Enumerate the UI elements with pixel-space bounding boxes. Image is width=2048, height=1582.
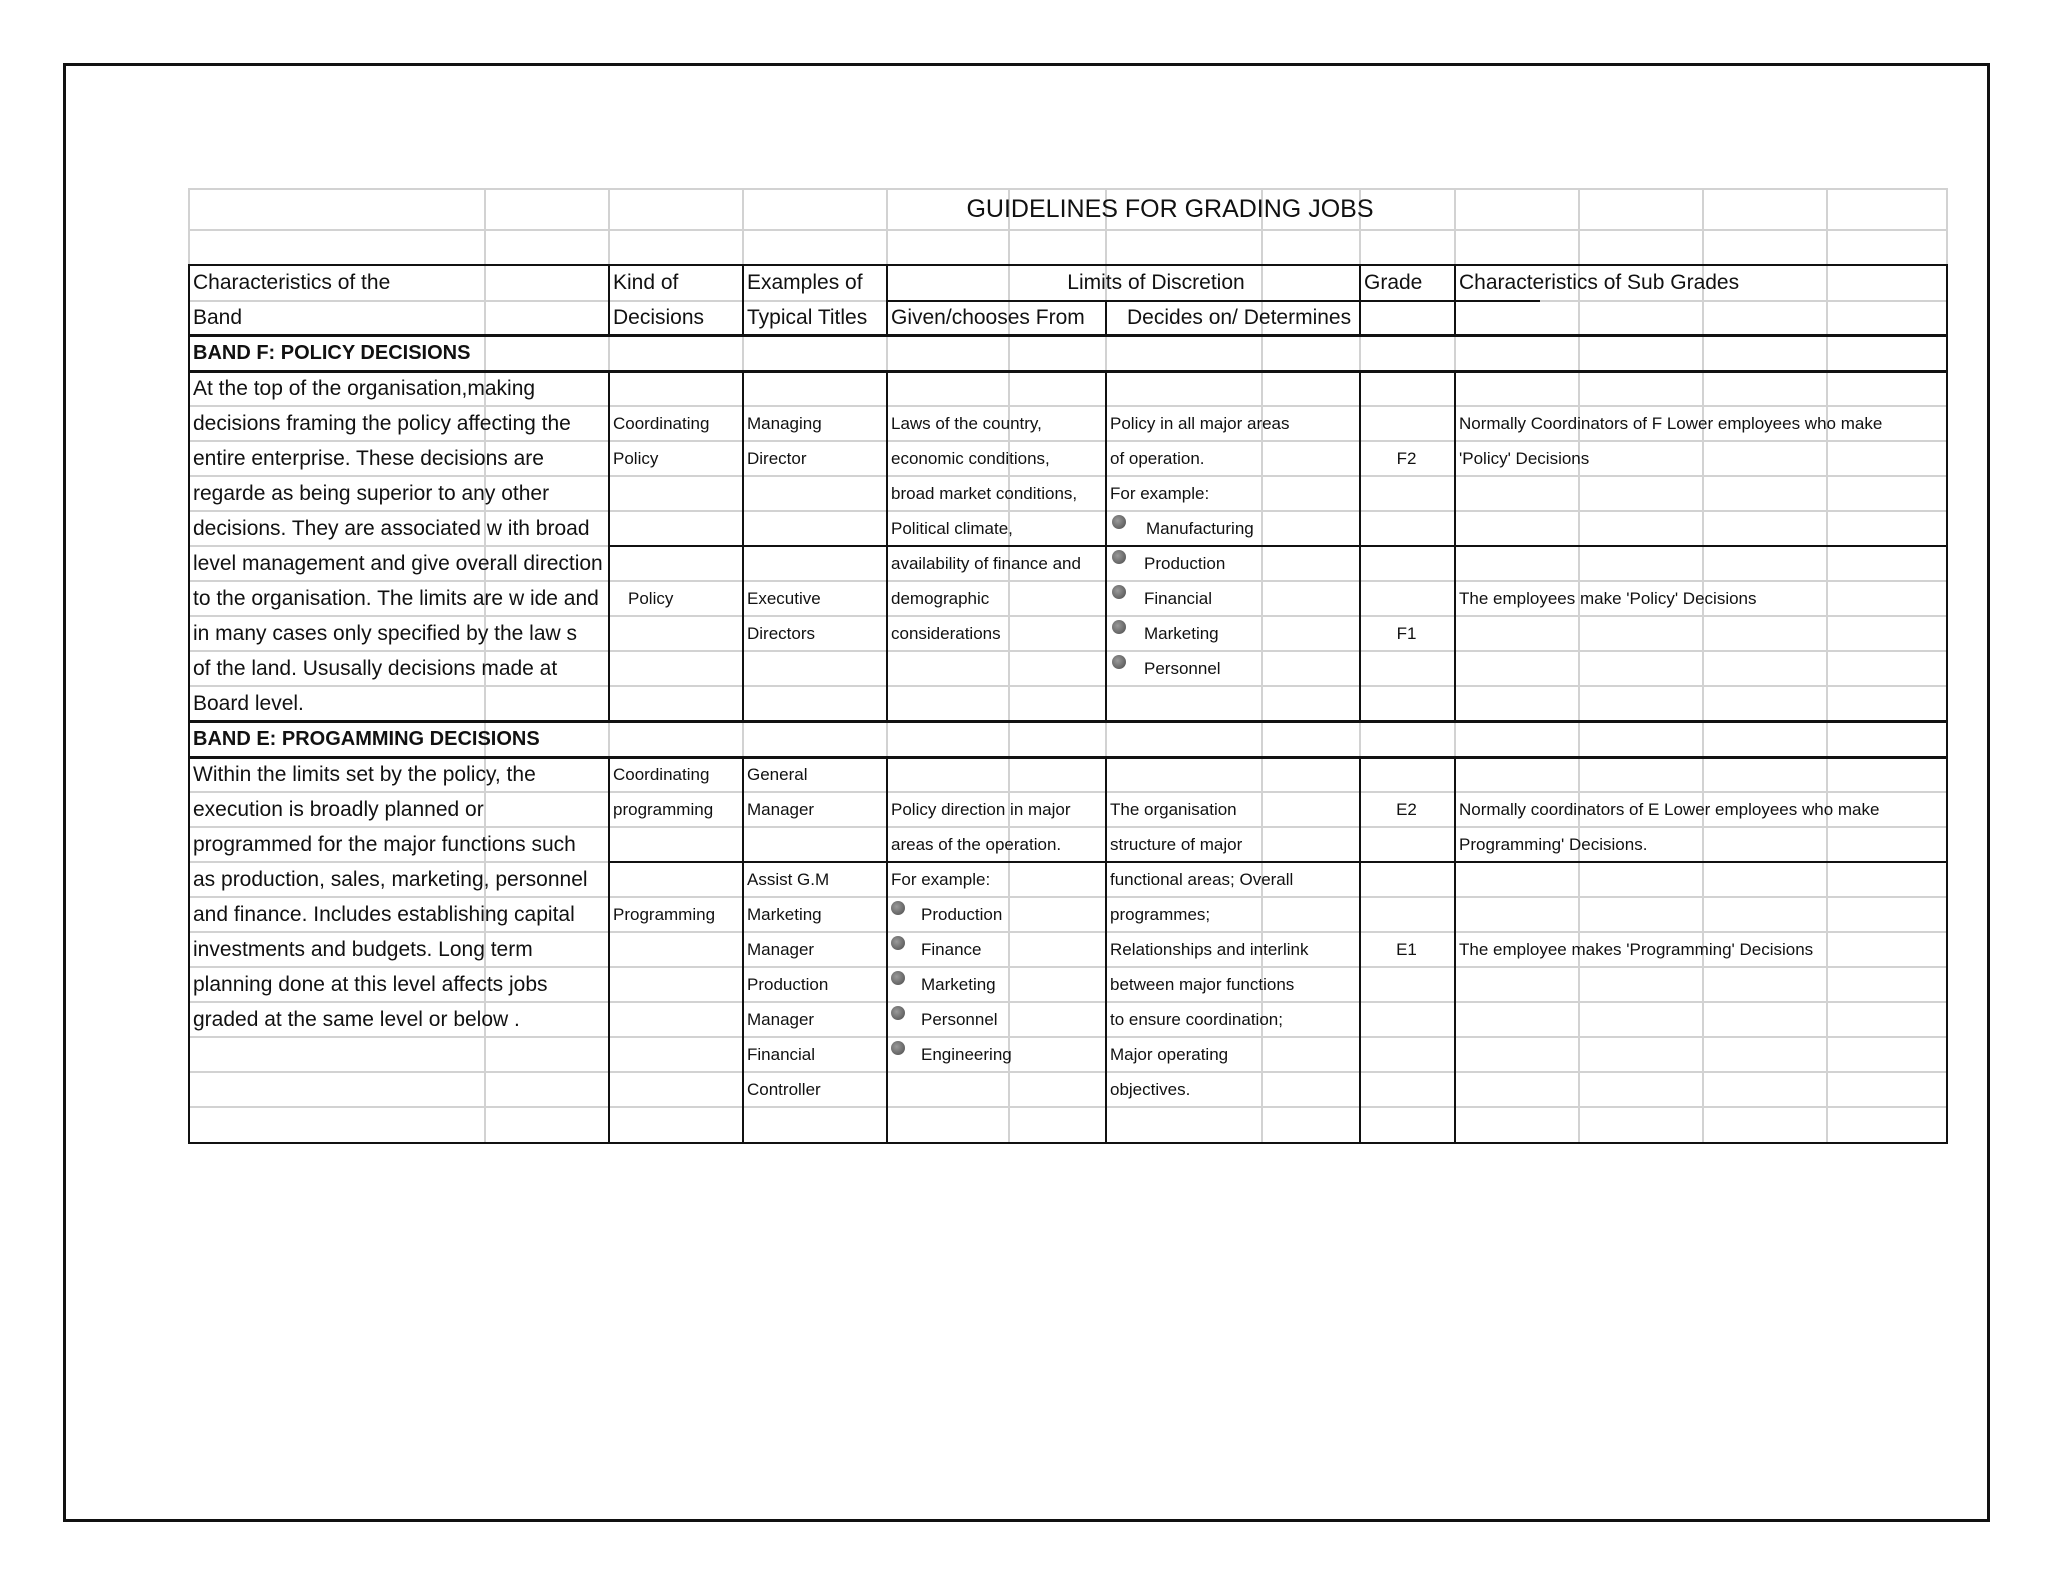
band-description-line: to the organisation. The limits are w ide and — [193, 587, 599, 610]
decides-line: between major functions — [1110, 975, 1295, 994]
header-limits: Limits of Discretion — [1067, 271, 1245, 294]
given-bullet-item: Production — [921, 905, 1003, 924]
typical-title: Financial — [747, 1045, 816, 1064]
header-kind: Decisions — [613, 306, 705, 329]
table-border — [886, 370, 888, 720]
band-description-line: Within the limits set by the policy, the — [193, 763, 536, 786]
bullet-icon — [1112, 655, 1126, 669]
typical-title: Directors — [747, 624, 816, 643]
header-examples: Typical Titles — [747, 306, 868, 329]
gridline — [188, 229, 1948, 231]
header-characteristics: Band — [193, 306, 243, 329]
given-from-line: broad market conditions, — [891, 484, 1078, 503]
grade-value: E2 — [1396, 800, 1417, 819]
decides-line: of operation. — [1110, 449, 1205, 468]
given-from-line: economic conditions, — [891, 449, 1050, 468]
decides-bullet-item: Personnel — [1144, 659, 1221, 678]
table-border — [1359, 370, 1361, 720]
subgrade-line: The employees make 'Policy' Decisions — [1459, 589, 1757, 608]
decides-line: functional areas; Overall — [1110, 870, 1294, 889]
bullet-icon — [891, 971, 905, 985]
decides-line: For example: — [1110, 484, 1210, 503]
decides-line: Relationships and interlink — [1110, 940, 1309, 959]
given-bullet-item: Finance — [921, 940, 982, 959]
given-from-line: Political climate, — [891, 519, 1013, 538]
band-description-line: At the top of the organisation,making — [193, 377, 536, 400]
band-description-line: of the land. Ususally decisions made at — [193, 657, 558, 680]
bullet-icon — [891, 936, 905, 950]
typical-title: Director — [747, 449, 807, 468]
table-border — [1454, 756, 1456, 1144]
grading-guidelines-sheet — [188, 188, 1948, 1144]
decides-line: programmes; — [1110, 905, 1211, 924]
decides-bullet-item: Marketing — [1144, 624, 1219, 643]
bullet-icon — [891, 901, 905, 915]
decides-line: Policy in all major areas — [1110, 414, 1290, 433]
decides-line: Major operating — [1110, 1045, 1229, 1064]
decides-line: objectives. — [1110, 1080, 1191, 1099]
given-from-line: areas of the operation. — [891, 835, 1062, 854]
header-kind: Kind of — [613, 271, 679, 294]
decides-bullet-item: Production — [1144, 554, 1226, 573]
given-from-line: availability of finance and — [891, 554, 1081, 573]
bullet-icon — [1112, 550, 1126, 564]
bullet-icon — [1112, 515, 1126, 529]
gridline — [188, 1071, 1948, 1073]
page-title: GUIDELINES FOR GRADING JOBS — [966, 195, 1374, 223]
band-description-line: level management and give overall direction — [193, 552, 603, 575]
grade-value: F2 — [1396, 449, 1417, 468]
decides-line: to ensure coordination; — [1110, 1010, 1283, 1029]
typical-title: Marketing — [747, 905, 822, 924]
given-from-line: For example: — [891, 870, 991, 889]
table-border — [608, 370, 610, 720]
typical-title: Production — [747, 975, 829, 994]
header-decides: Decides on/ Determines — [1127, 306, 1352, 329]
gridline — [188, 188, 1948, 190]
band-description-line: investments and budgets. Long term — [193, 938, 533, 961]
subgrade-line: The employee makes 'Programming' Decisions — [1459, 940, 1814, 959]
bullet-icon — [1112, 620, 1126, 634]
header-subgrades: Characteristics of Sub Grades — [1459, 271, 1740, 294]
header-examples: Examples of — [747, 271, 863, 294]
typical-title: Manager — [747, 1010, 815, 1029]
given-bullet-item: Marketing — [921, 975, 996, 994]
subgrade-line: 'Policy' Decisions — [1459, 449, 1590, 468]
band-description-line: programmed for the major functions such — [193, 833, 576, 856]
decides-line: The organisation — [1110, 800, 1237, 819]
bullet-icon — [891, 1041, 905, 1055]
header-characteristics: Characteristics of the — [193, 271, 391, 294]
table-border — [1454, 264, 1456, 334]
given-bullet-item: Engineering — [921, 1045, 1012, 1064]
typical-title: Assist G.M — [747, 870, 830, 889]
given-from-line: Policy direction in major — [891, 800, 1071, 819]
grade-value: F1 — [1396, 624, 1417, 643]
table-border — [1105, 756, 1107, 1144]
band-description-line: decisions framing the policy affecting the — [193, 412, 571, 435]
band-title: BAND E: PROGAMMING DECISIONS — [193, 728, 540, 750]
band-description-line: and finance. Includes establishing capital — [193, 903, 575, 926]
band-description-line: as production, sales, marketing, personnel — [193, 868, 588, 891]
table-border — [886, 756, 888, 1144]
band-description-line: planning done at this level affects jobs — [193, 973, 548, 996]
given-from-line: Laws of the country, — [891, 414, 1042, 433]
band-description-line: in many cases only specified by the law s — [193, 622, 578, 645]
table-border — [188, 264, 190, 1144]
band-description-line: Board level. — [193, 692, 304, 715]
given-bullet-item: Personnel — [921, 1010, 998, 1029]
typical-title: Controller — [747, 1080, 821, 1099]
kind-of-decision: Coordinating — [613, 765, 710, 784]
table-border — [1454, 370, 1456, 720]
table-border — [608, 756, 610, 1144]
band-description-line: graded at the same level or below . — [193, 1008, 520, 1031]
decides-bullet-item: Manufacturing — [1146, 519, 1254, 538]
kind-of-decision: Coordinating — [613, 414, 710, 433]
given-from-line: considerations — [891, 624, 1001, 643]
typical-title: Manager — [747, 800, 815, 819]
subgrade-line: Programming' Decisions. — [1459, 835, 1648, 854]
band-title: BAND F: POLICY DECISIONS — [193, 342, 471, 364]
bullet-icon — [891, 1006, 905, 1020]
kind-of-decision: Programming — [613, 905, 716, 924]
subgrade-line: Normally Coordinators of F Lower employees who make — [1459, 414, 1883, 433]
given-from-line: demographic — [891, 589, 990, 608]
band-description-line: entire enterprise. These decisions are — [193, 447, 544, 470]
kind-of-decision: Policy — [628, 589, 674, 608]
table-border — [742, 756, 744, 1144]
kind-of-decision: programming — [613, 800, 714, 819]
decides-line: structure of major — [1110, 835, 1243, 854]
band-description-line: regarde as being superior to any other — [193, 482, 550, 505]
typical-title: Managing — [747, 414, 822, 433]
table-border — [608, 264, 610, 334]
grade-value: E1 — [1396, 940, 1417, 959]
bullet-icon — [1112, 585, 1126, 599]
subgrade-line: Normally coordinators of E Lower employees who make — [1459, 800, 1880, 819]
table-border — [742, 264, 744, 334]
table-border — [188, 1142, 1948, 1144]
band-description-line: execution is broadly planned or — [193, 798, 484, 821]
typical-title: General — [747, 765, 808, 784]
table-border — [1946, 264, 1948, 1144]
table-border — [742, 370, 744, 720]
typical-title: Manager — [747, 940, 815, 959]
typical-title: Executive — [747, 589, 821, 608]
table-border — [1105, 300, 1107, 334]
header-grade: Grade — [1364, 271, 1423, 294]
decides-bullet-item: Financial — [1144, 589, 1213, 608]
header-given: Given/chooses From — [891, 306, 1085, 329]
table-border — [1105, 370, 1107, 720]
table-border — [608, 545, 1948, 547]
kind-of-decision: Policy — [613, 449, 659, 468]
gridline — [188, 1106, 1948, 1108]
band-description-line: decisions. They are associated w ith broad — [193, 517, 590, 540]
